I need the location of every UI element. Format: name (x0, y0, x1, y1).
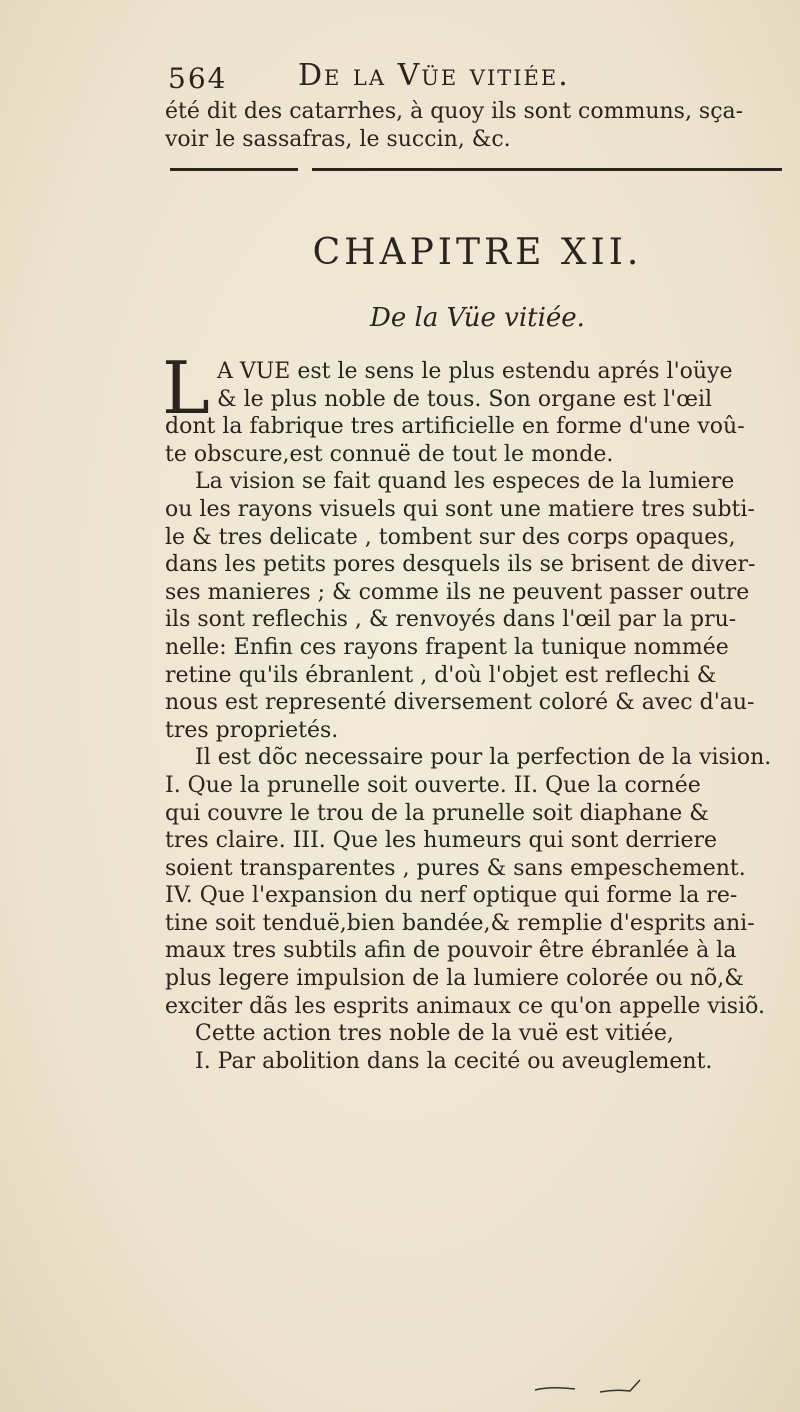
running-header (168, 58, 638, 98)
text-line: nous est representé diversement coloré & avec d'au- (165, 690, 755, 716)
text-line: nelle: Enfin ces rayons frapent la tunique nommée (165, 634, 729, 660)
text-line: dans les petits pores desquels ils se brisent de diver- (165, 552, 756, 578)
text-line: Cette action tres noble de la vuë est vitiée, (195, 1021, 674, 1047)
chapter-body (165, 358, 790, 1075)
text-line: tres claire. III. Que les humeurs qui sont derriere (165, 828, 718, 854)
text-line: ses manieres ; & comme ils ne peuvent passer outre (165, 579, 750, 605)
text-line: dont la fabrique tres artificielle en forme d'une voû- (165, 414, 745, 440)
continued-text (165, 98, 790, 153)
ornamental-rule-right (312, 168, 782, 171)
text-line: retine qu'ils ébranlent , d'où l'objet est reflechi & (165, 662, 717, 688)
text-line: A VUE est le sens le plus estendu aprés l'oüye (217, 359, 733, 384)
text-line: plus legere impulsion de la lumiere colorée ou nõ,& (165, 966, 744, 992)
text-line: voir le sassafras, le succin, &c. (165, 126, 511, 152)
text-line: Il est dõc necessaire pour la perfection de la vision. (195, 745, 772, 771)
text-line: I. Par abolition dans la cecité ou aveuglement. (195, 1048, 713, 1074)
text-line: ils sont reflechis , & renvoyés dans l'œil par la pru- (165, 607, 737, 633)
text-line: tine soit tenduë,bien bandée,& remplie d'esprits ani- (165, 910, 755, 936)
text-line: tres proprietés. (165, 717, 339, 743)
chapter-heading: CHAPITRE XII. (312, 232, 643, 273)
text-line: te obscure,est connuë de tout le monde. (165, 441, 614, 467)
text-line: IV. Que l'expansion du nerf optique qui forme la re- (165, 883, 738, 909)
text-line: & le plus noble de tous. Son organe est l'œil (217, 386, 713, 412)
running-title: De la Vüe vitiée. (298, 58, 570, 93)
text-line: La vision se fait quand les especes de la lumiere (195, 469, 735, 495)
pencil-marks (530, 1372, 660, 1402)
chapter-subtitle: De la Vüe vitiée. (370, 303, 585, 333)
text-line: maux tres subtils afin de pouvoir être ébranlée à la (165, 938, 737, 964)
text-line: été dit des catarrhes, à quoy ils sont communs, sça- (165, 99, 744, 124)
text-line: I. Que la prunelle soit ouverte. II. Que la cornée (165, 772, 701, 798)
page-number: 564 (168, 62, 228, 95)
ornamental-rule-left (170, 168, 298, 171)
text-line: qui couvre le trou de la prunelle soit diaphane & (165, 800, 709, 826)
text-line: ou les rayons visuels qui sont une matiere tres subti- (165, 496, 755, 522)
text-line: soient transparentes , pures & sans empeschement. (165, 855, 746, 881)
drop-cap: L (162, 346, 210, 430)
text-line: le & tres delicate , tombent sur des corps opaques, (165, 524, 736, 550)
text-line: exciter dãs les esprits animaux ce qu'on appelle visiõ. (165, 993, 765, 1019)
